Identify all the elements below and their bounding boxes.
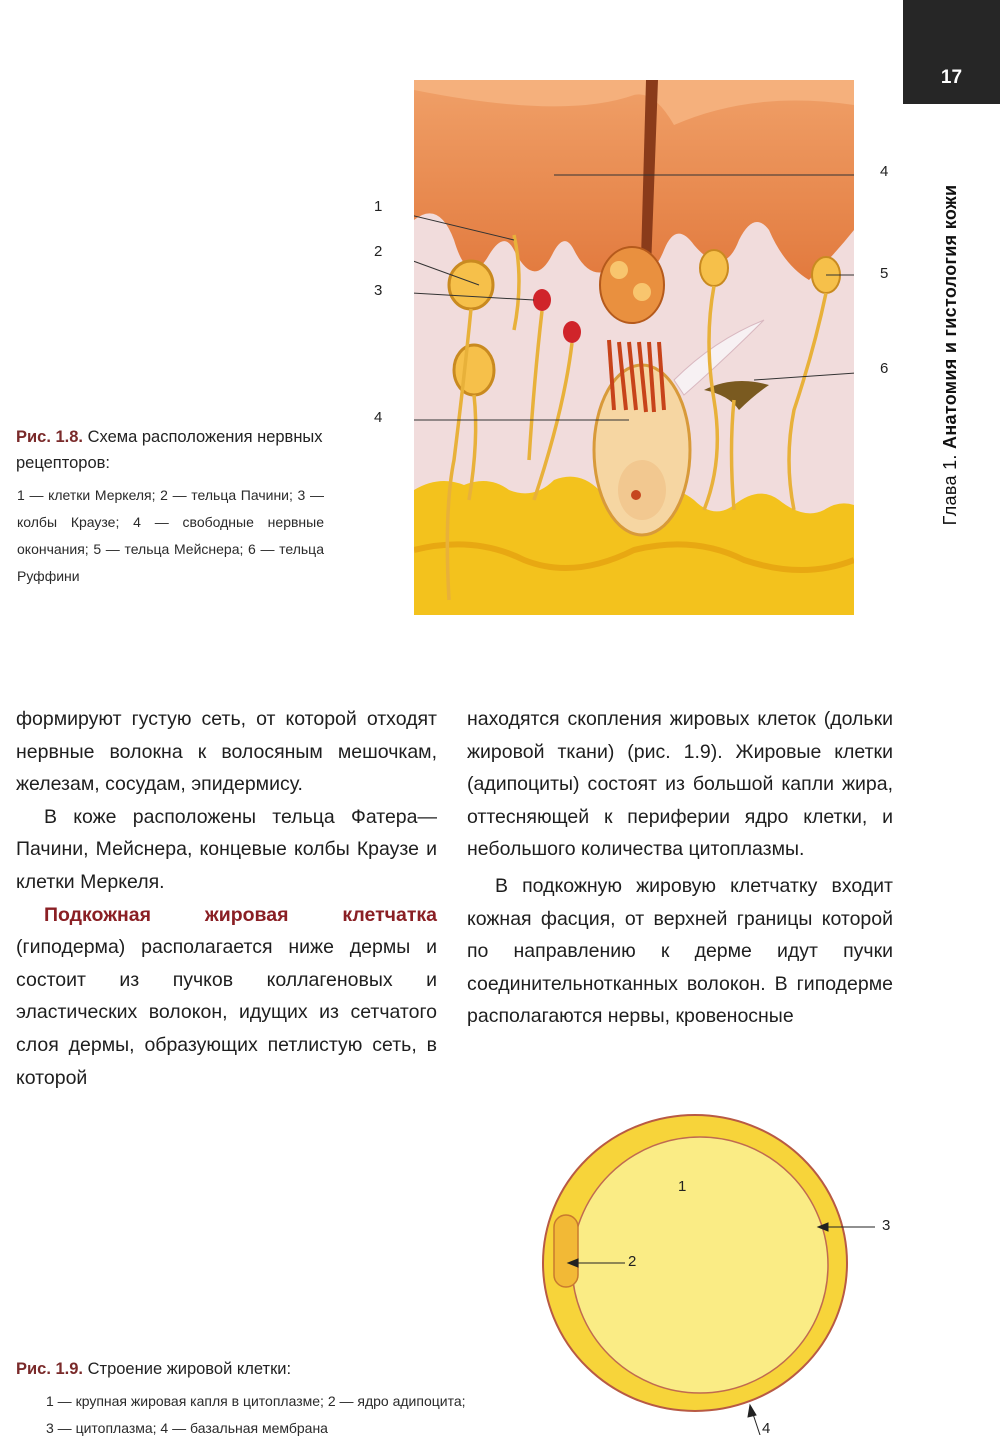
chapter-label: Глава 1. bbox=[940, 454, 960, 526]
pacinian-corpuscle bbox=[449, 261, 493, 309]
paragraph: находятся скопления жировых клеток (дольки жировой ткани) (рис. 1.9). Жировые клетки (адипоциты) состоят из большой капли жира, оттесняющей к периферии ядро клетки, и небольшого количества цитоплазмы. bbox=[467, 708, 893, 861]
gland-lobule bbox=[633, 283, 651, 301]
fat-droplet bbox=[572, 1137, 828, 1393]
figure-title: Схема расположения нервных рецепторов: bbox=[16, 428, 323, 472]
pacinian-corpuscle bbox=[454, 345, 494, 395]
gland-lobule bbox=[610, 261, 628, 279]
chapter-title: Анатомия и гистология кожи bbox=[940, 184, 960, 449]
nerve-receptors-illustration bbox=[414, 80, 854, 615]
fig19-callout-1: 1 bbox=[678, 1178, 687, 1195]
meissner-corpuscle bbox=[700, 250, 728, 286]
figure-legend-line: 1 — крупная жировая капля в цитоплазме; 2 — ядро адипоцита; bbox=[46, 1393, 466, 1409]
figure-1-9-caption bbox=[16, 1356, 536, 1442]
figure-title: Строение жировой клетки: bbox=[87, 1360, 292, 1378]
callout-3: 3 bbox=[374, 282, 383, 299]
paragraph: формируют густую сеть, от которой отходят нервные волокна к волосяным мешочкам, железам, сосудам, эпидермису. bbox=[16, 708, 437, 796]
side-tab-bar bbox=[903, 0, 1000, 52]
krause-bulb bbox=[563, 321, 581, 343]
paragraph: В коже расположены тельца Фатера—Пачини, Мейснера, концевые колбы Краузе и клетки Меркеля. bbox=[16, 805, 437, 893]
krause-bulb bbox=[533, 289, 551, 311]
fig19-callout-3: 3 bbox=[882, 1217, 891, 1234]
sebaceous-gland bbox=[600, 247, 664, 323]
paragraph: В подкожную жировую клетчатку входит кожная фасция, от верхней границы которой по направлению к дерме идут пучки соединительнотканных волокон. В гиподерме располагаются нервы, кровеносные bbox=[467, 874, 893, 1028]
fig19-callout-4: 4 bbox=[762, 1420, 771, 1437]
hair-bulb bbox=[618, 460, 666, 520]
figure-legend: 1 — клетки Меркеля; 2 — тельца Пачини; 3 — колбы Краузе; 4 — свободные нервные окончания; 5 — тельца Мейснера; 6 — тельца Руффини bbox=[17, 487, 324, 584]
fat-cell-illustration bbox=[540, 1095, 910, 1435]
callout-1: 1 bbox=[374, 198, 383, 215]
callout-2: 2 bbox=[374, 243, 383, 260]
callout-5: 5 bbox=[880, 265, 889, 282]
callout-6: 6 bbox=[880, 360, 889, 377]
chapter-heading bbox=[935, 165, 965, 545]
highlighted-term: Подкожная жировая клетчатка bbox=[44, 903, 437, 926]
callout-4-top: 4 bbox=[880, 163, 889, 180]
paragraph-text: (гиподерма) располагается ниже дермы и состоит из пучков коллагеновых и эластических волокон, идущих из сетчатого слоя дермы, образующих петлистую сеть, в которой bbox=[16, 936, 437, 1089]
paragraph bbox=[16, 899, 437, 1095]
figure-legend-line: 3 — цитоплазма; 4 — базальная мембрана bbox=[46, 1420, 328, 1436]
papilla-vessel bbox=[631, 490, 641, 500]
figure-label: Рис. 1.9. bbox=[16, 1360, 84, 1378]
left-column bbox=[16, 703, 437, 1094]
callout-4-bottom: 4 bbox=[374, 409, 383, 426]
figure-1-8-caption bbox=[16, 424, 324, 590]
page-number: 17 bbox=[903, 52, 1000, 104]
fig19-callout-2: 2 bbox=[628, 1253, 637, 1270]
adipocyte-nucleus bbox=[554, 1215, 578, 1287]
right-column bbox=[467, 703, 893, 1033]
figure-label: Рис. 1.8. bbox=[16, 428, 84, 446]
